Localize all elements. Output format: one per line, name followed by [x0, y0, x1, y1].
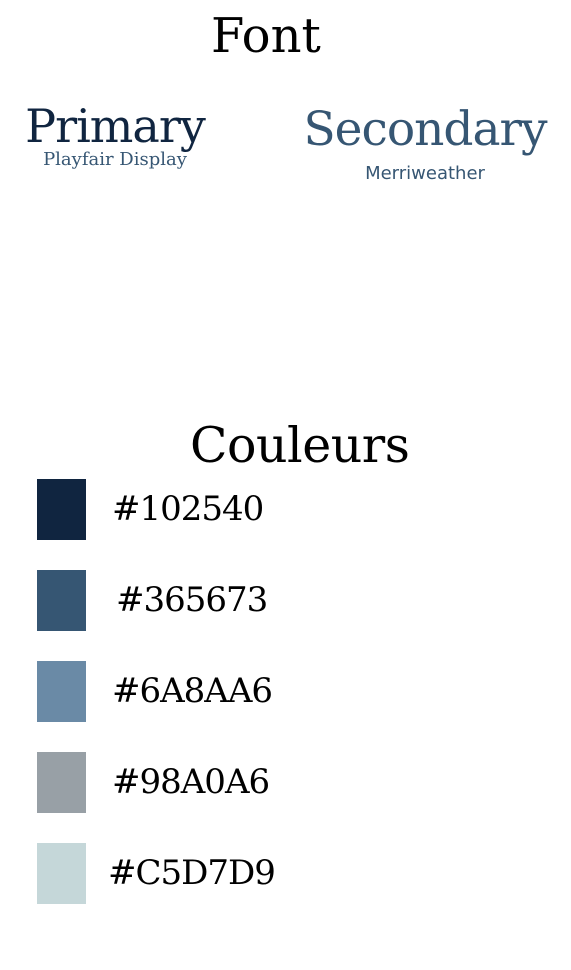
secondary-font-sample [300, 100, 550, 186]
color-hex-label: #6A8AA6 [112, 671, 273, 711]
color-hex-label: #365673 [116, 580, 268, 620]
color-hex-label: #C5D7D9 [108, 853, 275, 893]
color-hex-label: #102540 [112, 489, 264, 529]
color-row [37, 661, 537, 722]
color-row [37, 843, 537, 904]
colors-section-title: Couleurs [190, 417, 410, 474]
color-swatch [37, 661, 86, 722]
color-swatch [37, 570, 86, 631]
color-row [37, 479, 537, 540]
color-row [37, 570, 537, 631]
color-swatch [37, 752, 86, 813]
primary-font-name: Playfair Display [43, 149, 187, 170]
font-section-title: Font [211, 8, 321, 64]
color-swatch [37, 843, 86, 904]
color-swatch [37, 479, 86, 540]
color-hex-label: #98A0A6 [112, 762, 270, 802]
secondary-label: Secondary [303, 102, 547, 157]
primary-label: Primary [25, 99, 205, 153]
color-row [37, 752, 537, 813]
primary-font-sample [20, 98, 210, 170]
secondary-font-name: Merriweather [365, 163, 485, 184]
